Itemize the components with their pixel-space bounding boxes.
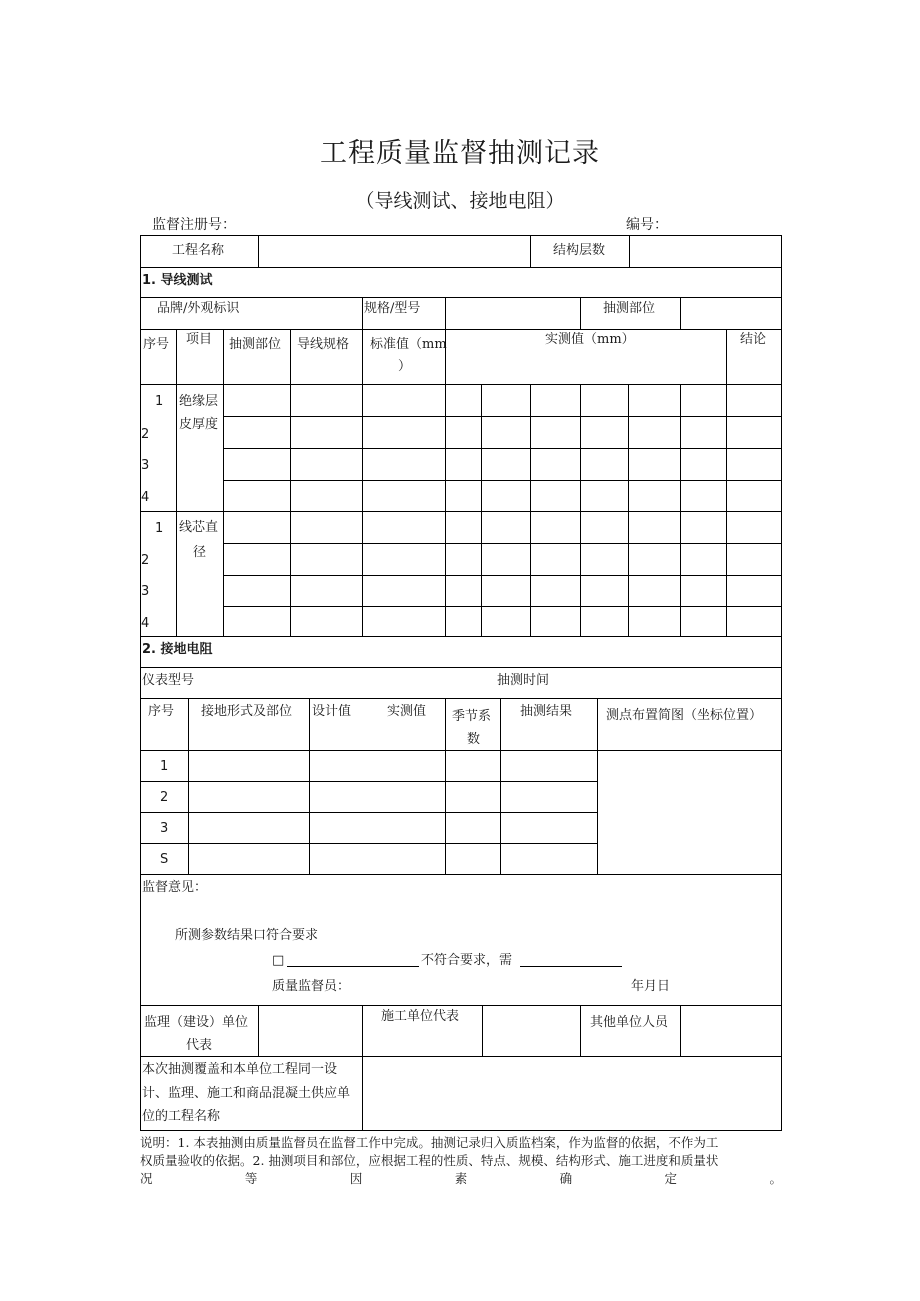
- col-item: 项目: [186, 332, 213, 347]
- col2-season-a: 季节系: [452, 709, 492, 724]
- note-char: 确: [559, 1171, 573, 1186]
- col2-diagram: 测点布置简图（坐标位置）: [606, 708, 763, 723]
- opinion-fail: 不符合要求，需: [421, 953, 513, 968]
- floors-field[interactable]: [630, 236, 780, 266]
- note-char: 。: [769, 1171, 782, 1186]
- row2-index: 3: [160, 821, 169, 836]
- col2-design: 设计值: [312, 704, 352, 719]
- col-measured: 实测值（mm）: [545, 332, 635, 347]
- builder-rep-label: 施工单位代表: [381, 1009, 460, 1024]
- floors-label: 结构层数: [553, 243, 606, 258]
- item-core-b: 径: [193, 545, 207, 560]
- opinion-label: 监督意见：: [142, 880, 208, 895]
- fail-blank-2[interactable]: [520, 966, 622, 967]
- model-field[interactable]: [446, 298, 579, 328]
- section1-title: 1. 导线测试: [142, 273, 213, 288]
- coverage-line1: 本次抽测覆盖和本单位工程同一设: [142, 1062, 338, 1077]
- col2-index: 序号: [148, 704, 175, 719]
- note-line3: [140, 1170, 782, 1188]
- row-index: 3: [141, 458, 150, 473]
- col-spec: 导线规格: [297, 337, 350, 352]
- col-standard-close: ）: [398, 359, 412, 374]
- row-index: 2: [141, 427, 150, 442]
- note-char: 况: [140, 1171, 153, 1186]
- supervisor-rep-a: 监理（建设）单位: [144, 1015, 249, 1030]
- row-index: 4: [141, 616, 150, 631]
- other-rep-label: 其他单位人员: [590, 1015, 669, 1030]
- note-line1: 说明：1. 本表抽测由质量监督员在监督工作中完成。抽测记录归入质监档案，作为监督的依据，不作为工: [140, 1135, 719, 1150]
- row2-index: 1: [160, 759, 169, 774]
- fail-blank-1[interactable]: [287, 966, 419, 967]
- fail-checkbox[interactable]: □: [272, 953, 285, 968]
- col-result: 结论: [740, 332, 767, 347]
- coverage-line3: 位的工程名称: [142, 1109, 221, 1124]
- note-char: 定: [664, 1171, 678, 1186]
- row-index: 1: [155, 394, 164, 409]
- note-char: 素: [454, 1171, 468, 1186]
- note-char: 等: [244, 1171, 258, 1186]
- page-title: 工程质量监督抽测记录: [320, 138, 600, 169]
- col-standard: 标准值（mm: [370, 337, 447, 352]
- opinion-pass: 所测参数结果口符合要求: [175, 928, 319, 943]
- section2-title: 2. 接地电阻: [142, 642, 213, 657]
- item-core-a: 线芯直: [179, 520, 219, 535]
- project-name-label: 工程名称: [172, 243, 225, 258]
- supervisor-rep-b: 代表: [186, 1038, 213, 1053]
- code-label: 编号：: [626, 217, 668, 233]
- inspector-label: 质量监督员：: [272, 979, 351, 994]
- row-index: 2: [141, 553, 150, 568]
- coverage-field[interactable]: [363, 1057, 781, 1129]
- project-name-field[interactable]: [259, 236, 529, 266]
- row2-index: 2: [160, 790, 169, 805]
- row-index: 3: [141, 584, 150, 599]
- note-char: 因: [349, 1171, 363, 1186]
- item-insulation-a: 绝缘层: [179, 394, 219, 409]
- sample-part-label: 抽测部位: [603, 301, 656, 316]
- col2-measured: 实测值: [387, 704, 427, 719]
- col2-form: 接地形式及部位: [201, 704, 293, 719]
- col2-result: 抽测结果: [520, 704, 573, 719]
- coverage-line2: 计、监理、施工和商品混凝土供应单: [142, 1086, 351, 1101]
- date-label: 年月日: [631, 979, 671, 994]
- col-part: 抽测部位: [229, 337, 282, 352]
- note-line2: 权质量验收的依据。2. 抽测项目和部位，应根据工程的性质、特点、规模、结构形式、施工进度和质量状: [140, 1153, 719, 1168]
- test-time-label: 抽测时间: [497, 673, 550, 688]
- item-insulation-b: 皮厚度: [179, 417, 219, 432]
- row2-index: S: [160, 852, 169, 867]
- col2-season-b: 数: [467, 732, 481, 747]
- page-subtitle: （导线测试、接地电阻）: [355, 190, 565, 212]
- meter-model-label: 仪表型号: [142, 673, 195, 688]
- model-label: 规格/型号: [364, 301, 421, 316]
- row-index: 1: [155, 521, 164, 536]
- registration-label: 监督注册号：: [152, 217, 236, 233]
- col-index: 序号: [143, 337, 170, 352]
- row-index: 4: [141, 490, 150, 505]
- brand-label: 品牌/外观标识: [157, 301, 240, 316]
